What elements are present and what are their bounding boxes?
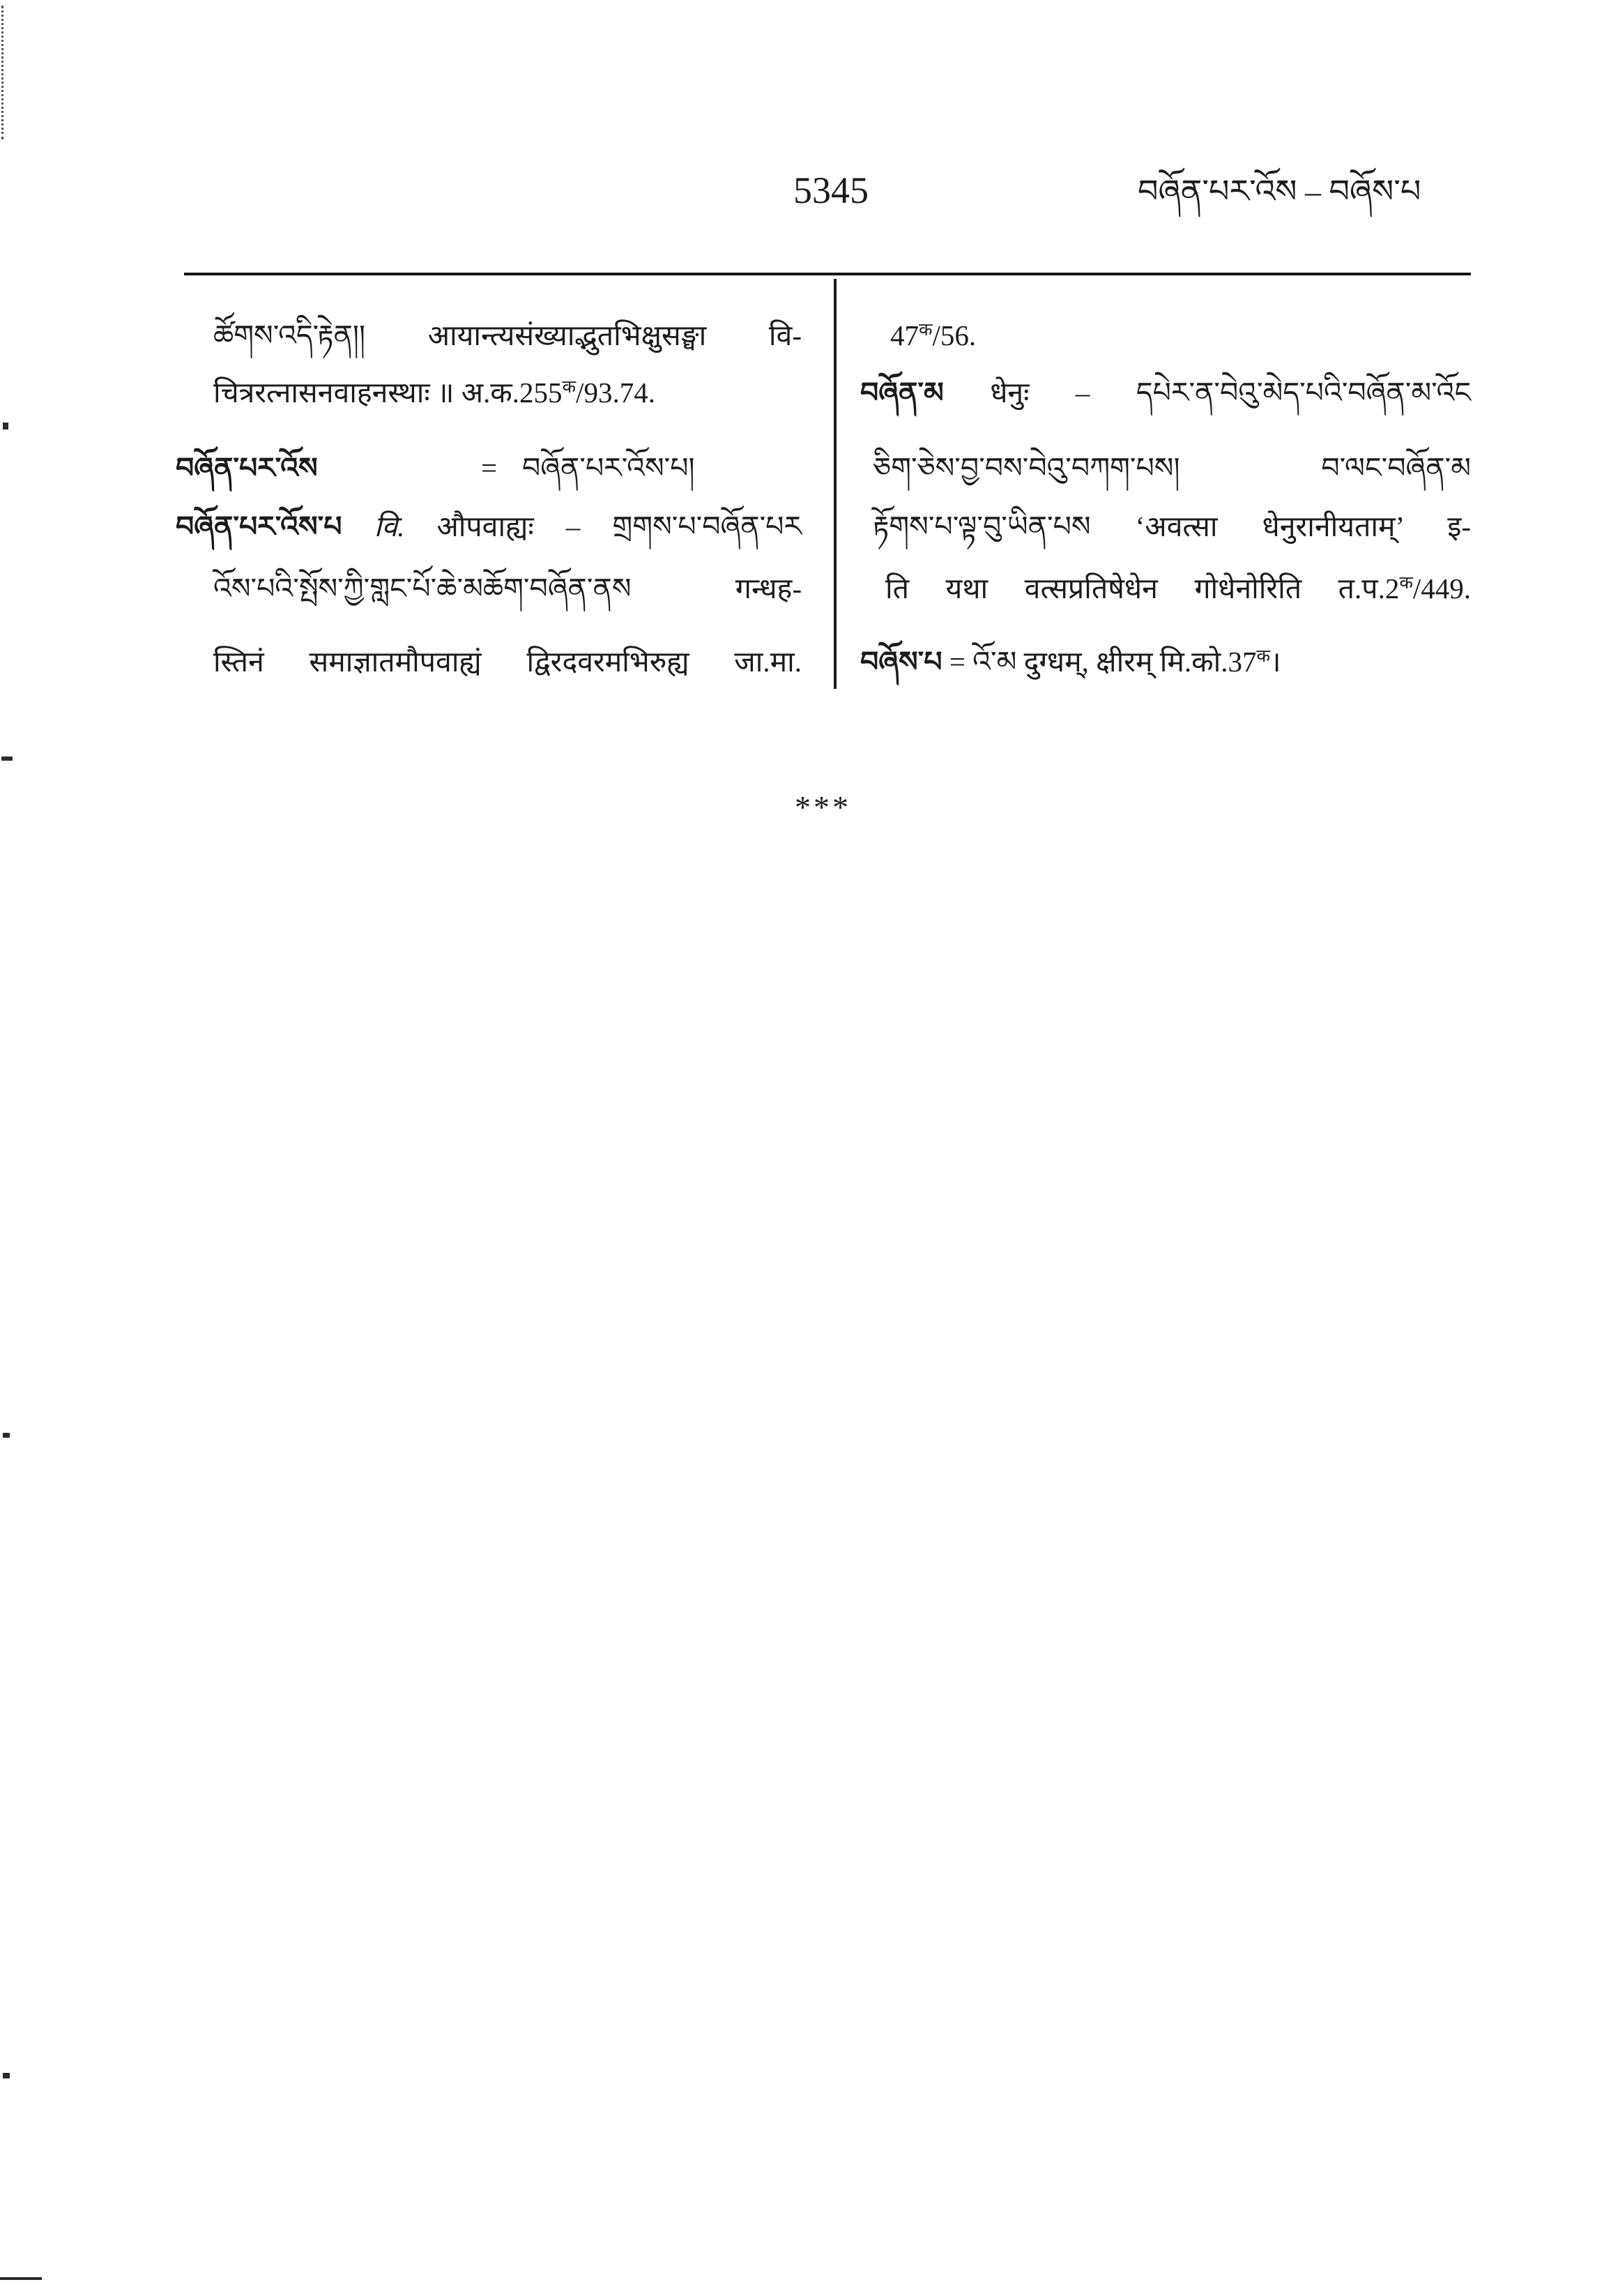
line-text: 47 <box>890 319 919 351</box>
left-line-2 <box>213 371 802 414</box>
scan-artifact-edge-line <box>0 2277 42 2280</box>
line-tail: /93.74. <box>576 377 655 409</box>
scan-artifact-mark <box>3 423 8 429</box>
entry-gloss: औपवाह्यः – གྲགས་པ་བཞོན་པར <box>436 510 802 542</box>
right-entry-2 <box>860 640 1471 683</box>
section-separator: *** <box>795 789 851 825</box>
scan-artifact-mark <box>1 757 13 761</box>
column-divider <box>834 279 837 689</box>
header-rule <box>184 273 1471 275</box>
line-tail: /449. <box>1412 572 1471 605</box>
superscript-ka: क <box>1256 646 1270 667</box>
scan-artifact-mark <box>3 1433 10 1438</box>
right-line-5 <box>885 567 1471 610</box>
entry-gloss: འོ་མ दुग्धम्, क्षीरम् मि.को.37 <box>972 646 1257 678</box>
line-tail: /56. <box>932 319 977 351</box>
entry-tail: । <box>1269 646 1281 678</box>
left-line-1: ཚོགས་འདི་རྟེན།། आयान्त्यसंख्याद्भुतभिक्षुसङ्घा वि- <box>213 319 802 351</box>
left-line-5: འོས་པའི་སྤོས་ཀྱི་གླང་པོ་ཆེ་མཆོག་བཞོན་ནས गन्धह- <box>213 572 802 605</box>
right-line-1 <box>890 314 976 357</box>
left-entry-1-equals: = <box>481 452 498 484</box>
entry-gloss: धेनुः – དཔེར་ན་བེའུ་མེད་པའི་བཞོན་མ་འོང <box>990 377 1471 409</box>
superscript-ka: क <box>1399 573 1413 593</box>
right-entry-1 <box>860 371 1471 414</box>
scan-artifact-mark <box>3 2073 10 2078</box>
entry-headword: བཞོན་པར་འོས་པ <box>176 510 342 542</box>
superscript-ka: क <box>919 320 933 340</box>
right-line-3: ཅིག་ཅེས་བྱ་བས་བེའུ་བཀག་པས། བ་ལང་བཞོན་མ <box>873 452 1471 484</box>
page-number: 5345 <box>793 169 869 211</box>
line-text: ति यथा वत्सप्रतिषेधेन गोधेनोरिति त.प.2 <box>885 572 1400 605</box>
left-entry-1-headword: བཞོན་པར་འོས <box>176 452 318 484</box>
entry-equals: = <box>949 646 966 678</box>
superscript-ka: क <box>562 377 577 397</box>
scan-artifact-dotted-edge <box>1 6 3 139</box>
part-of-speech: वि. <box>374 510 405 542</box>
entry-headword: བཞོན་མ <box>860 377 944 409</box>
left-entry-2 <box>176 505 802 548</box>
left-entry-1-reference: བཞོན་པར་འོས་པ། <box>522 452 695 484</box>
entry-headword: བཞོས་པ <box>860 646 942 678</box>
right-line-4: རྟོགས་པ་ལྟ་བུ་ཡིན་པས ‘अवत्सा धेनुरानीयताम्’ इ- <box>873 510 1471 542</box>
left-line-6: स्तिनं समाज्ञातमौपवाह्यं द्विरदवरमभिरुह्य जा.मा. <box>213 646 802 678</box>
running-head: བཞོན་པར་འོས – བཞོས་པ <box>1138 174 1421 209</box>
line-text: चित्ररत्नासनवाहनस्थाः ॥ अ.क.255 <box>213 377 563 409</box>
